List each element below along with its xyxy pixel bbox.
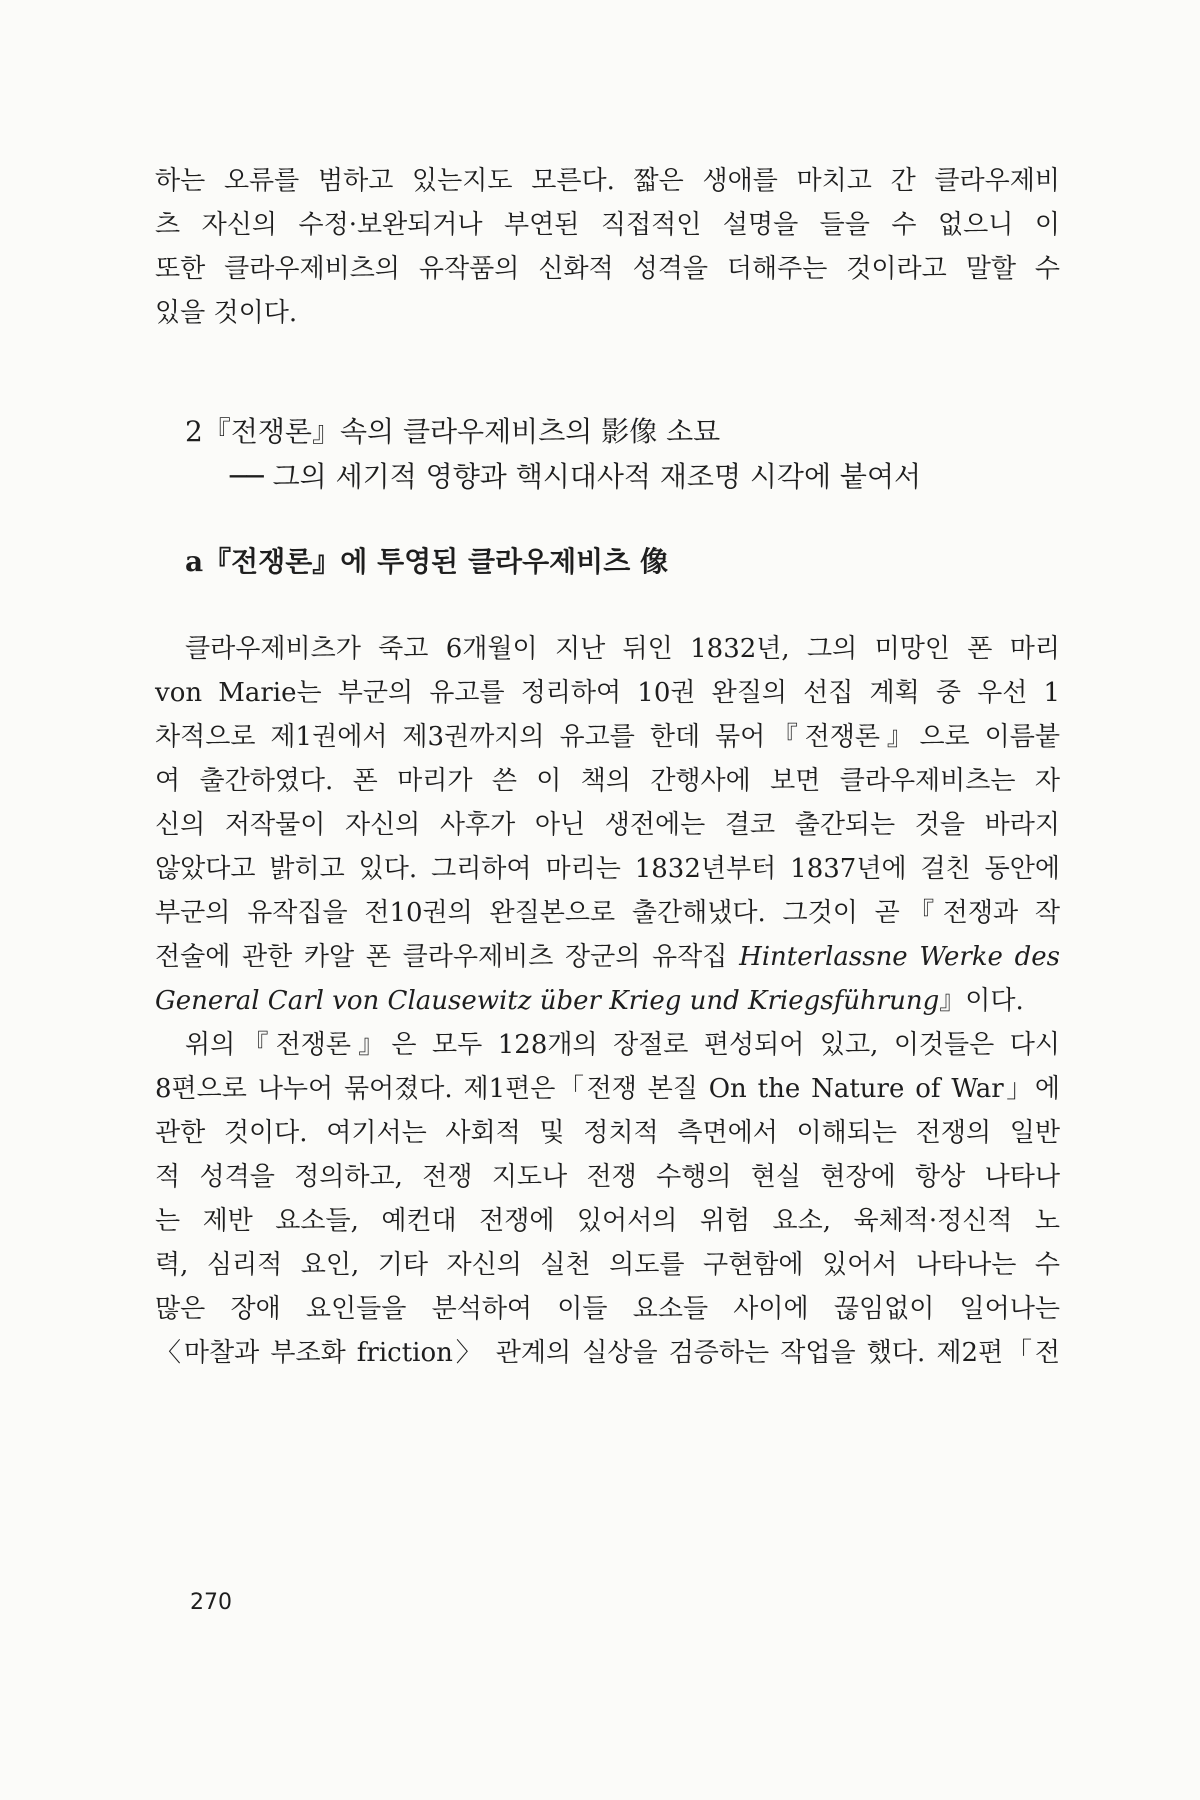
paragraph-line: 많은 장애 요인들을 분석하여 이들 요소들 사이에 끊임없이 일어나는 — [155, 1294, 1060, 1324]
paragraph-line: von Marie는 부군의 유고를 정리하여 10권 완질의 선집 계획 중 우선 1 — [155, 678, 1060, 708]
section-subtitle: ── 그의 세기적 영향과 핵시대사적 재조명 시각에 붙여서 — [230, 460, 922, 493]
intro-line: 츠 자신의 수정·보완되거나 부연된 직접적인 설명을 들을 수 없으니 이 — [155, 210, 1060, 240]
page-number: 270 — [190, 1590, 232, 1615]
section-title: 2『전쟁론』속의 클라우제비츠의 影像 소묘 — [185, 415, 721, 448]
paragraph-line: 부군의 유작집을 전10권의 완질본으로 출간해냈다. 그것이 곧『전쟁과 작 — [155, 898, 1060, 928]
paragraph-line: 클라우제비츠가 죽고 6개월이 지난 뒤인 1832년, 그의 미망인 폰 마리 — [185, 634, 1060, 664]
paragraph-line: 않았다고 밝히고 있다. 그리하여 마리는 1832년부터 1837년에 걸친 동안에 — [155, 854, 1060, 884]
intro-line: 하는 오류를 범하고 있는지도 모른다. 짧은 생애를 마치고 간 클라우제비 — [155, 166, 1060, 196]
paragraph-line: 위의『전쟁론』은 모두 128개의 장절로 편성되어 있고, 이것들은 다시 — [185, 1030, 1060, 1060]
subsection-title: a『전쟁론』에 투영된 클라우제비츠 像 — [185, 545, 669, 578]
paragraph-line: 관한 것이다. 여기서는 사회적 및 정치적 측면에서 이해되는 전쟁의 일반 — [155, 1118, 1060, 1148]
paragraph-line — [155, 982, 1060, 1020]
paragraph-line: 〈마찰과 부조화 friction〉 관계의 실상을 검증하는 작업을 했다. 제2편「전 — [155, 1338, 1060, 1368]
book-title-italic: General Carl von Clausewitz über Krieg und Kriegsführung — [155, 986, 940, 1016]
paragraph-line: 신의 저작물이 자신의 사후가 아닌 생전에는 결코 출간되는 것을 바라지 — [155, 810, 1060, 840]
intro-line: 또한 클라우제비츠의 유작품의 신화적 성격을 더해주는 것이라고 말할 수 — [155, 254, 1060, 284]
paragraph-line: 는 제반 요소들, 예컨대 전쟁에 있어서의 위험 요소, 육체적·정신적 노 — [155, 1206, 1060, 1236]
paragraph-line — [155, 938, 1060, 976]
paragraph-line: 8편으로 나누어 묶어졌다. 제1편은「전쟁 본질 On the Nature of War」에 — [155, 1074, 1060, 1104]
paragraph-text: 』이다. — [939, 986, 1024, 1016]
book-title-italic: Hinterlassne Werke des — [739, 942, 1060, 972]
paragraph-line: 차적으로 제1권에서 제3권까지의 유고를 한데 묶어『전쟁론』으로 이름붙 — [155, 722, 1060, 752]
paragraph-line: 력, 심리적 요인, 기타 자신의 실천 의도를 구현함에 있어서 나타나는 수 — [155, 1250, 1060, 1280]
paragraph-line: 적 성격을 정의하고, 전쟁 지도나 전쟁 수행의 현실 현장에 항상 나타나 — [155, 1162, 1060, 1192]
paragraph-line: 여 출간하였다. 폰 마리가 쓴 이 책의 간행사에 보면 클라우제비츠는 자 — [155, 766, 1060, 796]
intro-line: 있을 것이다. — [155, 298, 298, 328]
paragraph-text: 전술에 관한 카알 폰 클라우제비츠 장군의 유작집 — [155, 942, 740, 972]
